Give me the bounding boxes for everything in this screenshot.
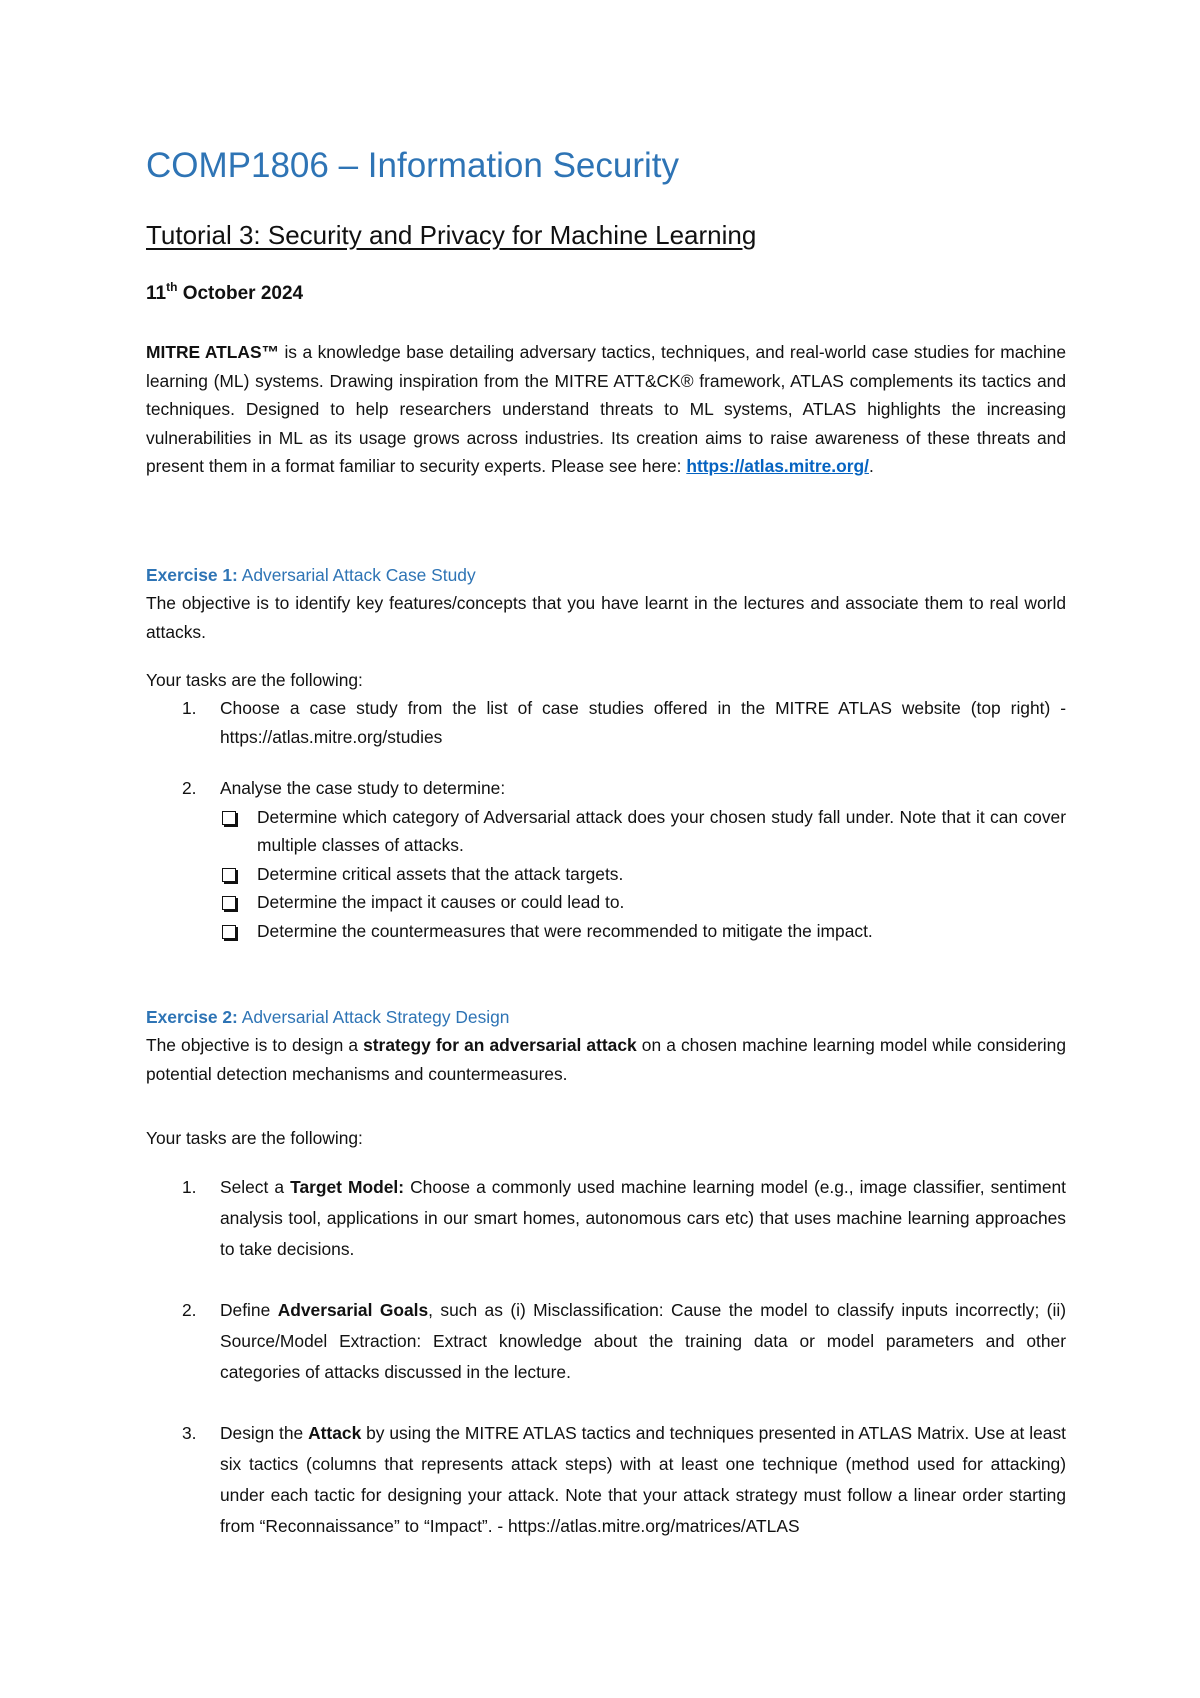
exercise-2-item-3 bbox=[146, 1418, 1066, 1542]
exercise-2-objective bbox=[146, 1031, 1066, 1088]
objective-text: The objective is to design a bbox=[146, 1035, 364, 1055]
analysis-checklist bbox=[220, 803, 1066, 946]
exercise-1-item-1 bbox=[146, 694, 1066, 751]
item-text: Define bbox=[220, 1300, 278, 1320]
intro-text: is a knowledge base detailing adversary tactics, techniques, and real-world case studies for machine learning (ML) systems. Drawing inspiration from the MITRE ATT&CK® framework, ATLAS complements its tactics and techniques. Designed to help researchers understand threats to ML systems, ATLAS highlights the increasing vulnerabilities in ML as its usage grows across industries. Its creation aims to raise awareness of these threats and present them in a format familiar to security experts. Please see here: bbox=[146, 342, 1066, 476]
item-text: Choose a case study from the list of case studies offered in the MITRE ATLAS website (top right) - https://atlas.mitre.org/studies bbox=[220, 698, 1066, 747]
exercise-2-tasks bbox=[146, 1124, 1066, 1542]
exercise-1-tasks bbox=[146, 666, 1066, 945]
exercise-2-item-1 bbox=[146, 1172, 1066, 1265]
checklist-item bbox=[220, 917, 1066, 946]
item-number: 3. bbox=[182, 1423, 197, 1443]
checklist-text: Determine the countermeasures that were recommended to mitigate the impact. bbox=[257, 920, 873, 941]
exercise-2-item-2 bbox=[146, 1295, 1066, 1388]
exercise-2-title: Adversarial Attack Strategy Design bbox=[237, 1007, 510, 1027]
checklist-item bbox=[220, 860, 1066, 889]
exercise-1-item-2 bbox=[146, 774, 1066, 945]
item-text: by using the MITRE ATLAS tactics and techniques presented in ATLAS Matrix. Use at least six tactics (columns that represents attack steps) with at least one technique (method used for attacking) under each tactic for designing your attack. Note that your attack strategy must follow a linear order starting from “Reconnaissance” to “Impact”. - https://atlas.mitre.org/matrices/ATLAS bbox=[220, 1423, 1066, 1536]
checkbox-icon bbox=[222, 811, 236, 825]
exercise-2-tasks-intro: Your tasks are the following: bbox=[146, 1128, 363, 1148]
atlas-link[interactable]: https://atlas.mitre.org/ bbox=[686, 456, 869, 476]
item-emphasis: Attack bbox=[308, 1423, 362, 1443]
item-emphasis: Adversarial Goals bbox=[277, 1300, 429, 1320]
item-number: 2. bbox=[182, 1300, 197, 1320]
exercise-1-title: Adversarial Attack Case Study bbox=[237, 565, 476, 585]
date-suffix: th bbox=[166, 280, 178, 294]
page-subtitle: Tutorial 3: Security and Privacy for Machine Learning bbox=[146, 220, 757, 250]
checklist-text: Determine which category of Adversarial attack does your chosen study fall under. Note that it can cover multiple classes of attacks. bbox=[257, 806, 1066, 855]
exercise-2-heading bbox=[146, 1003, 509, 1031]
objective-emphasis: strategy for an adversarial attack bbox=[363, 1035, 637, 1055]
item-emphasis: Target Model: bbox=[290, 1177, 405, 1197]
document-date bbox=[146, 281, 303, 303]
checkbox-icon bbox=[222, 925, 236, 939]
item-number: 1. bbox=[182, 698, 197, 718]
exercise-1-label: Exercise 1: bbox=[146, 565, 238, 585]
intro-end: . bbox=[868, 456, 874, 476]
exercise-1-objective: The objective is to identify key features/concepts that you have learnt in the lectures and associate them to real world attacks. bbox=[146, 593, 1066, 642]
checklist-text: Determine the impact it causes or could lead to. bbox=[257, 892, 625, 912]
checklist-item bbox=[220, 888, 1066, 917]
date-day: 11 bbox=[146, 283, 167, 304]
objective-text: on a chosen machine learning model while considering potential detection mechanisms and countermeasures. bbox=[146, 1035, 1066, 1084]
checkbox-icon bbox=[222, 868, 236, 882]
item-text: Choose a commonly used machine learning model (e.g., image classifier, sentiment analysis tool, applications in our smart homes, autonomous cars etc) that uses machine learning approaches to take decisions. bbox=[220, 1177, 1067, 1259]
checklist-item bbox=[220, 803, 1066, 860]
item-number: 1. bbox=[182, 1177, 197, 1197]
exercise-1-tasks-intro: Your tasks are the following: bbox=[146, 670, 363, 690]
intro-lead: MITRE ATLAS™ bbox=[146, 342, 279, 362]
item-text: , such as (i) Misclassification: Cause the model to classify inputs incorrectly; (ii) Source/Model Extraction: Extract knowledge about the training data or model parameters and other categories of attacks discussed in the lecture. bbox=[220, 1300, 1066, 1382]
item-number: 2. bbox=[182, 778, 197, 798]
item-text: Analyse the case study to determine: bbox=[220, 778, 506, 798]
exercise-2-label: Exercise 2: bbox=[146, 1007, 238, 1027]
page-title: COMP1806 – Information Security bbox=[146, 146, 680, 185]
checklist-text: Determine critical assets that the attack targets. bbox=[257, 863, 624, 884]
item-text: Select a bbox=[220, 1177, 291, 1197]
exercise-1-heading bbox=[146, 561, 476, 589]
item-text: Design the bbox=[220, 1423, 309, 1443]
checkbox-icon bbox=[222, 896, 236, 910]
date-month-year: October 2024 bbox=[177, 283, 304, 304]
intro-paragraph bbox=[146, 338, 1066, 481]
